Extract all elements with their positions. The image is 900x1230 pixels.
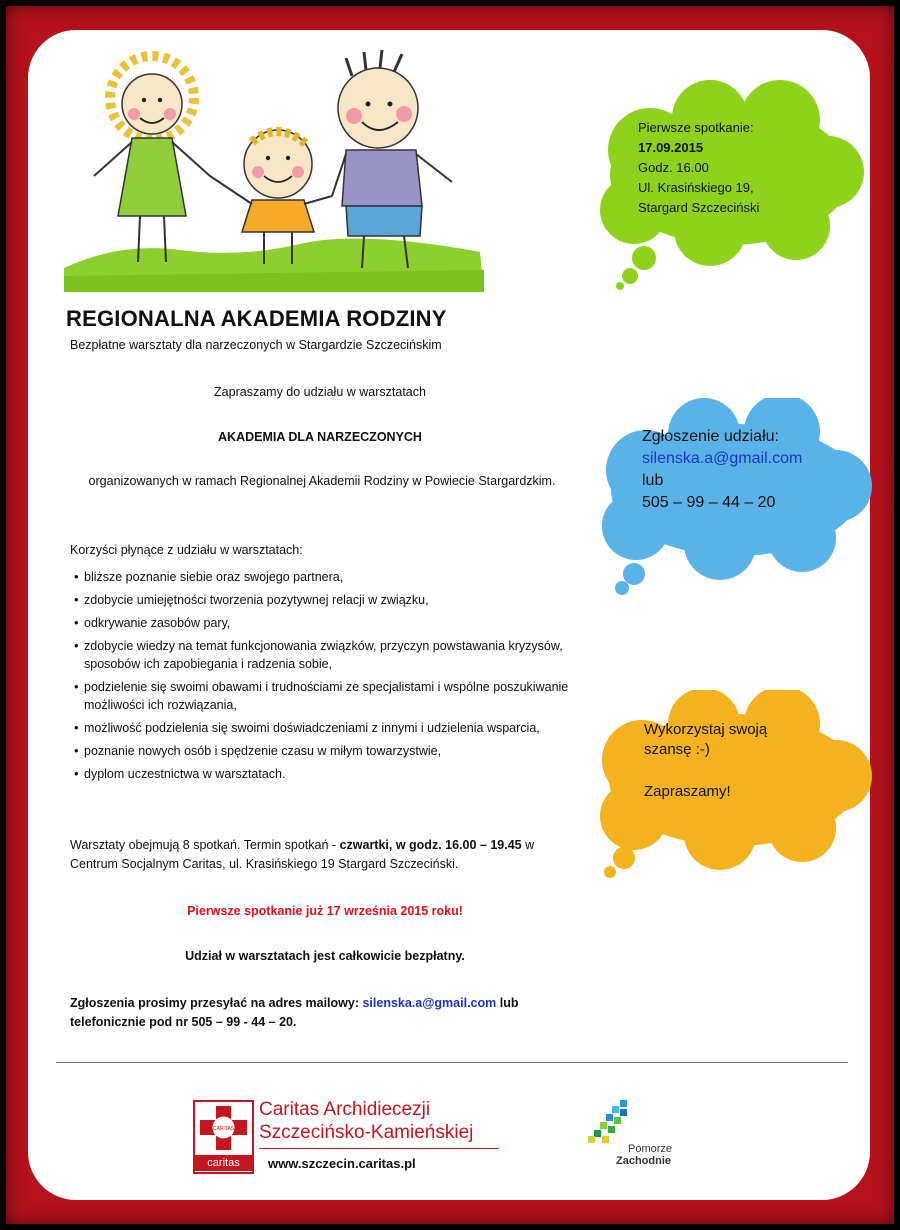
caritas-logo-caption: caritas — [195, 1155, 252, 1171]
benefit-item: • zdobycie wiedzy na temat funkcjonowania związków, przyczyn powstawania kryzysów, sposobów ich zapobiegania i radzenia sobie, — [70, 637, 580, 673]
partner-line-1: Pomorze — [628, 1143, 673, 1155]
org-name-line-2: Szczecińsko-Kamieńskiej — [259, 1122, 474, 1143]
first-meeting-city: Stargard Szczeciński — [638, 200, 760, 215]
motto-line-1: Wykorzystaj swoją — [644, 721, 768, 738]
family-drawing-illustration — [60, 46, 490, 296]
intro-context: organizowanych w ramach Regionalnej Akademii Rodziny w Powiecie Stargardzkim. — [88, 474, 556, 488]
benefit-item: • podzielenie się swoimi obawami i trudnościami ze specjalistami i wspólne poszukiwanie możliwości ich rozwiązania, — [70, 678, 580, 714]
contact-paragraph — [70, 994, 610, 1032]
benefit-item: • możliwość podzielenia się swoimi doświadczeniami z innymi i udzielenia wsparcia, — [70, 719, 580, 737]
footer-divider — [56, 1062, 848, 1063]
signup-label: Zgłoszenie udziału: — [642, 428, 779, 445]
motto-line-2: szansę :-) — [644, 741, 710, 758]
page-title: REGIONALNA AKADEMIA RODZINY — [66, 306, 447, 331]
caritas-cross-icon — [195, 1102, 252, 1154]
benefits-list — [70, 568, 580, 788]
benefit-item: • dyplom uczestnictwa w warsztatach. — [70, 765, 580, 783]
orange-cloud-text — [644, 720, 767, 802]
contact-email-link[interactable]: silenska.a@gmail.com — [362, 996, 497, 1010]
schedule-text-end: w — [521, 838, 535, 852]
pomorze-zachodnie-logo-icon — [586, 1098, 636, 1146]
motto-invite: Zapraszamy! — [644, 783, 731, 800]
benefit-item: • bliższe poznanie siebie oraz swojego partnera, — [70, 568, 580, 586]
intro-line: Zapraszamy do udziału w warsztatach — [214, 385, 426, 399]
benefit-item: • zdobycie umiejętności tworzenia pozytywnej relacji w związku, — [70, 591, 580, 609]
caritas-website-link[interactable]: www.szczecin.caritas.pl — [268, 1156, 416, 1171]
schedule-time: czwartki, w godz. 16.00 – 19.45 — [339, 838, 522, 852]
first-meeting-street: Ul. Krasińskiego 19, — [638, 180, 754, 195]
caritas-logo — [193, 1100, 254, 1174]
signup-phone: 505 – 99 – 44 – 20 — [642, 494, 776, 511]
benefit-item: • poznanie nowych osób i spędzenie czasu w miłym towarzystwie, — [70, 742, 580, 760]
green-cloud-text — [638, 118, 759, 218]
contact-text-end: lub — [496, 996, 519, 1010]
page-subtitle: Bezpłatne warsztaty dla narzeczonych w Stargardzie Szczecińskim — [70, 338, 442, 352]
schedule-text: Warsztaty obejmują 8 spotkań. Termin spotkań - — [70, 838, 340, 852]
caritas-seal-text: CARITAS — [212, 1126, 235, 1132]
partner-line-2: Zachodnie — [616, 1155, 672, 1167]
child-purple-shirt — [332, 50, 452, 268]
partner-logo-text — [616, 1143, 673, 1167]
first-meeting-time: Godz. 16.00 — [638, 160, 709, 175]
benefit-item: • odkrywanie zasobów pary, — [70, 614, 580, 632]
caritas-org-name — [259, 1098, 473, 1144]
signup-email-link[interactable]: silenska.a@gmail.com — [642, 450, 803, 467]
schedule-location: Centrum Socjalnym Caritas, ul. Krasińskiego 19 Stargard Szczeciński. — [70, 857, 459, 871]
free-notice: Udział w warsztatach jest całkowicie bezpłatny. — [185, 949, 465, 963]
contact-text: Zgłoszenia prosimy przesyłać na adres mailowy: — [70, 996, 363, 1010]
schedule-paragraph — [70, 836, 590, 874]
first-meeting-date: 17.09.2015 — [638, 140, 704, 155]
blue-cloud-text — [642, 426, 802, 514]
child-green-dress — [94, 56, 210, 262]
program-name: AKADEMIA DLA NARZECZONYCH — [218, 430, 422, 444]
first-meeting-label: Pierwsze spotkanie: — [638, 120, 754, 135]
signup-or: lub — [642, 472, 664, 489]
benefits-heading: Korzyści płynące z udziału w warsztatach: — [70, 543, 303, 557]
org-name-line-1: Caritas Archidiecezji — [259, 1099, 431, 1120]
contact-phone: telefonicznie pod nr 505 – 99 - 44 – 20. — [70, 1015, 297, 1029]
org-underline — [259, 1148, 499, 1149]
first-meeting-notice: Pierwsze spotkanie już 17 września 2015 roku! — [187, 904, 463, 918]
